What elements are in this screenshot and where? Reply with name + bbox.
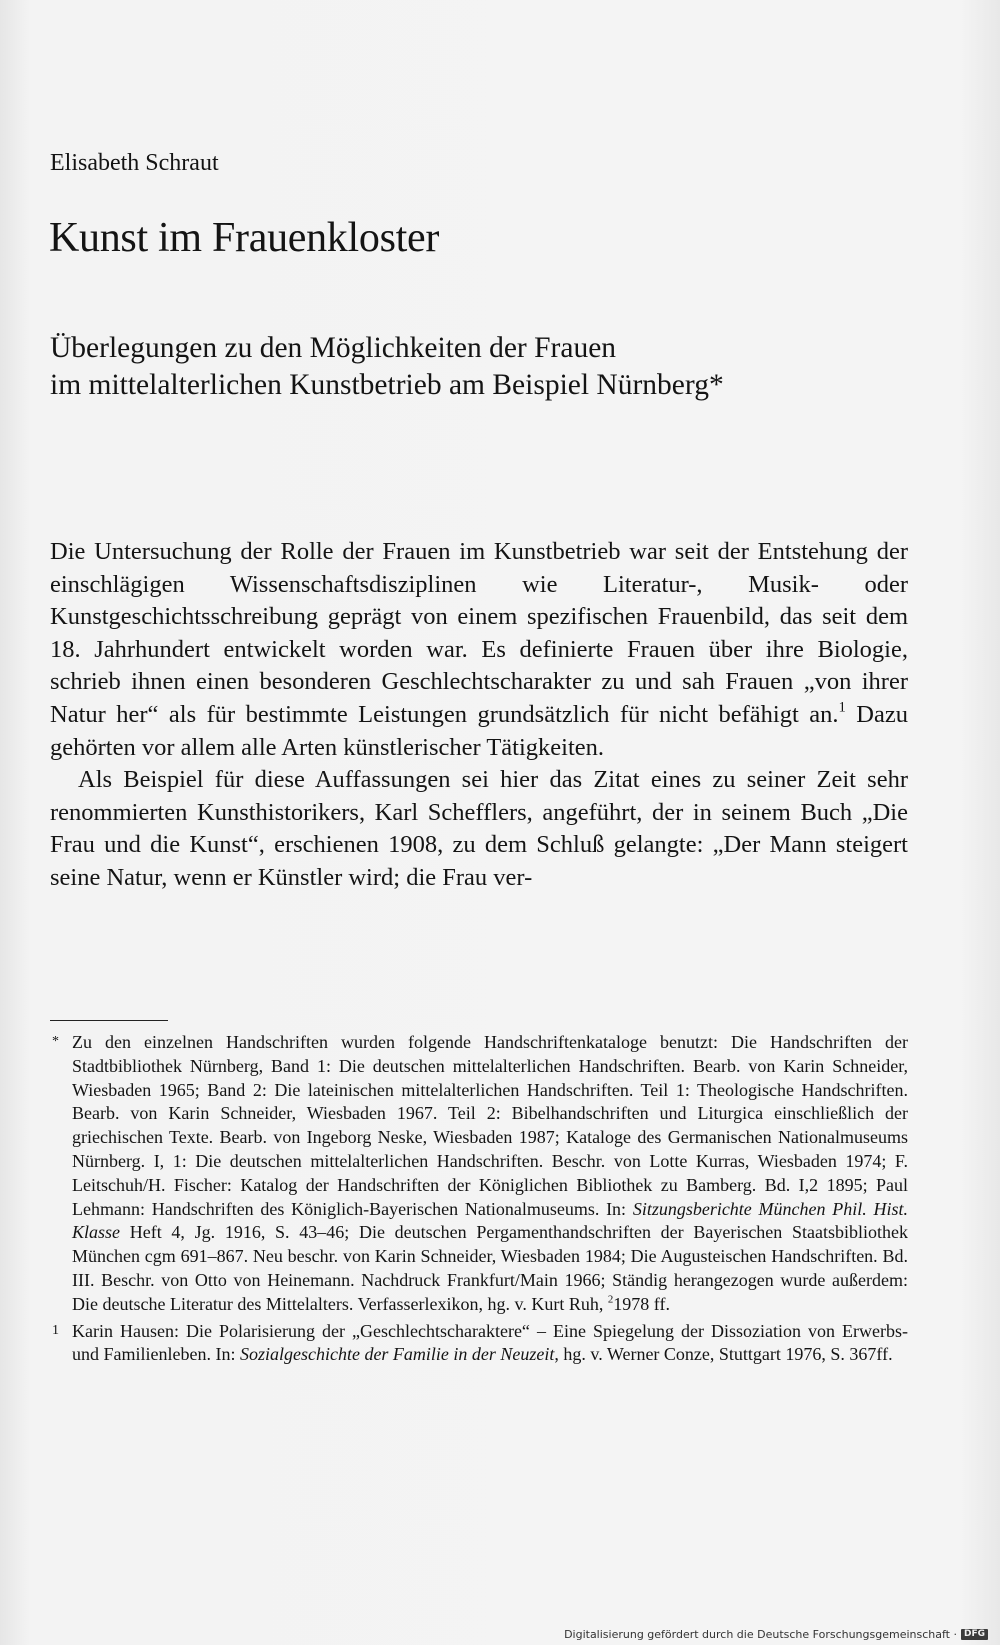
footer-text: Digitalisierung gefördert durch die Deutsche Forschungsgemeinschaft · <box>564 1628 957 1641</box>
article-title: Kunst im Frauenkloster <box>49 215 440 261</box>
footnote-star-edition: 2 <box>607 1293 614 1306</box>
subtitle-line-2: im mittelalterlichen Kunstbetrieb am Beispiel Nürnberg* <box>50 369 724 401</box>
footnote-star-mark: * <box>52 1034 59 1049</box>
author-name: Elisabeth Schraut <box>50 150 219 176</box>
footnote-star-text-continued: Heft 4, Jg. 1916, S. 43–46; Die deutschen Pergamenthandschriften der Bayerischen Staatsbibliothek München cgm 691–867. Neu beschr. von Karin Schneider, Wiesbaden 1984; Die Augusteischen Handschriften. Bd. III. Beschr. von Otto von Heinemann. Nachdruck Frankfurt/Main 1966; Ständig herangezogen wurde außerdem: Die deutsche Literatur des Mittelalters. Verfasserlexikon, hg. v. Kurt Ruh, <box>72 1222 908 1314</box>
footnote-1 <box>50 1320 908 1368</box>
subtitle-line-1: Überlegungen zu den Möglichkeiten der Frauen <box>50 332 617 364</box>
footnote-1-text: Karin Hausen: Die Polarisierung der „Geschlechtscharaktere“ – Eine Spiegelung der Dissoziation von Erwerbs- und Familienleben. In: <box>72 1320 908 1365</box>
digitization-footer <box>564 1628 988 1641</box>
paragraph-2: Als Beispiel für diese Auffassungen sei hier das Zitat eines zu seiner Zeit sehr renommierten Kunsthistorikers, Karl Schefflers, angeführt, der in seinem Buch „Die Frau und die Kunst“, erschienen 1908, zu dem Schluß gelangte: „Der Mann steigert seine Natur, wenn er Künstler wird; die Frau ver- <box>50 766 908 891</box>
footnote-star <box>50 1031 908 1317</box>
footnote-ref-1[interactable]: 1 <box>838 699 846 716</box>
footnote-separator <box>50 1020 168 1021</box>
paragraph-1 <box>50 536 908 764</box>
paragraph-1-continuation: Dazu gehörten vor allem alle Arten künstlerischer Tätigkeiten. <box>50 700 908 761</box>
footnote-star-text: Zu den einzelnen Handschriften wurden folgende Handschriftenkataloge benutzt: Die Handschriften der Stadtbibliothek Nürnberg, Band 1: Die deutschen mittelalterlichen Handschriften. Bearb. von Karin Schneider, Wiesbaden 1965; Band 2: Die lateinischen mittelalterlichen Handschriften. Teil 1: Theologische Handschriften. Bearb. von Karin Schneider, Wiesbaden 1967. Teil 2: Bibelhandschriften und Liturgica einschließlich der griechischen Texte. Bearb. von Ingeborg Neske, Wiesbaden 1987; Kataloge des Germanischen Nationalmuseums Nürnberg. I, 1: Die deutschen mittelalterlichen Handschriften. Beschr. von Lotte Kurras, Wiesbaden 1974; F. Leitschuh/H. Fischer: Katalog der Handschriften der Königlichen Bibliothek zu Bamberg. Bd. I,2 1895; Paul Lehmann: Handschriften des Königlich-Bayerischen Nationalmuseums. In: <box>72 1032 908 1219</box>
article-subtitle <box>50 330 930 404</box>
footnote-star-italic-title: Sitzungsberichte München Phil. Hist. Klasse <box>72 1198 908 1243</box>
footnote-1-text-end: , hg. v. Werner Conze, Stuttgart 1976, S. 367ff. <box>554 1344 893 1365</box>
paragraph-1-text: Die Untersuchung der Rolle der Frauen im Kunstbetrieb war seit der Entstehung der einschlägigen Wissenschaftsdisziplinen wie Literatur-, Musik- oder Kunstgeschichtsschreibung geprägt von einem spezifischen Frauenbild, das seit dem 18. Jahrhundert entwickelt worden war. Es definierte Frauen über ihre Biologie, schrieb ihnen einen besonderen Geschlechtscharakter zu und sah Frauen „von ihrer Natur her“ als für bestimmte Leistungen grundsätzlich für nicht befähigt an. <box>50 538 908 728</box>
footnote-1-mark: 1 <box>52 1322 59 1338</box>
footnote-1-italic-title: Sozialgeschichte der Familie in der Neuzeit <box>239 1344 555 1365</box>
footnote-star-text-end: 1978 ff. <box>613 1293 670 1314</box>
body-text <box>50 536 908 895</box>
footnotes <box>50 1031 908 1367</box>
dfg-logo-icon: DFG <box>961 1629 988 1640</box>
